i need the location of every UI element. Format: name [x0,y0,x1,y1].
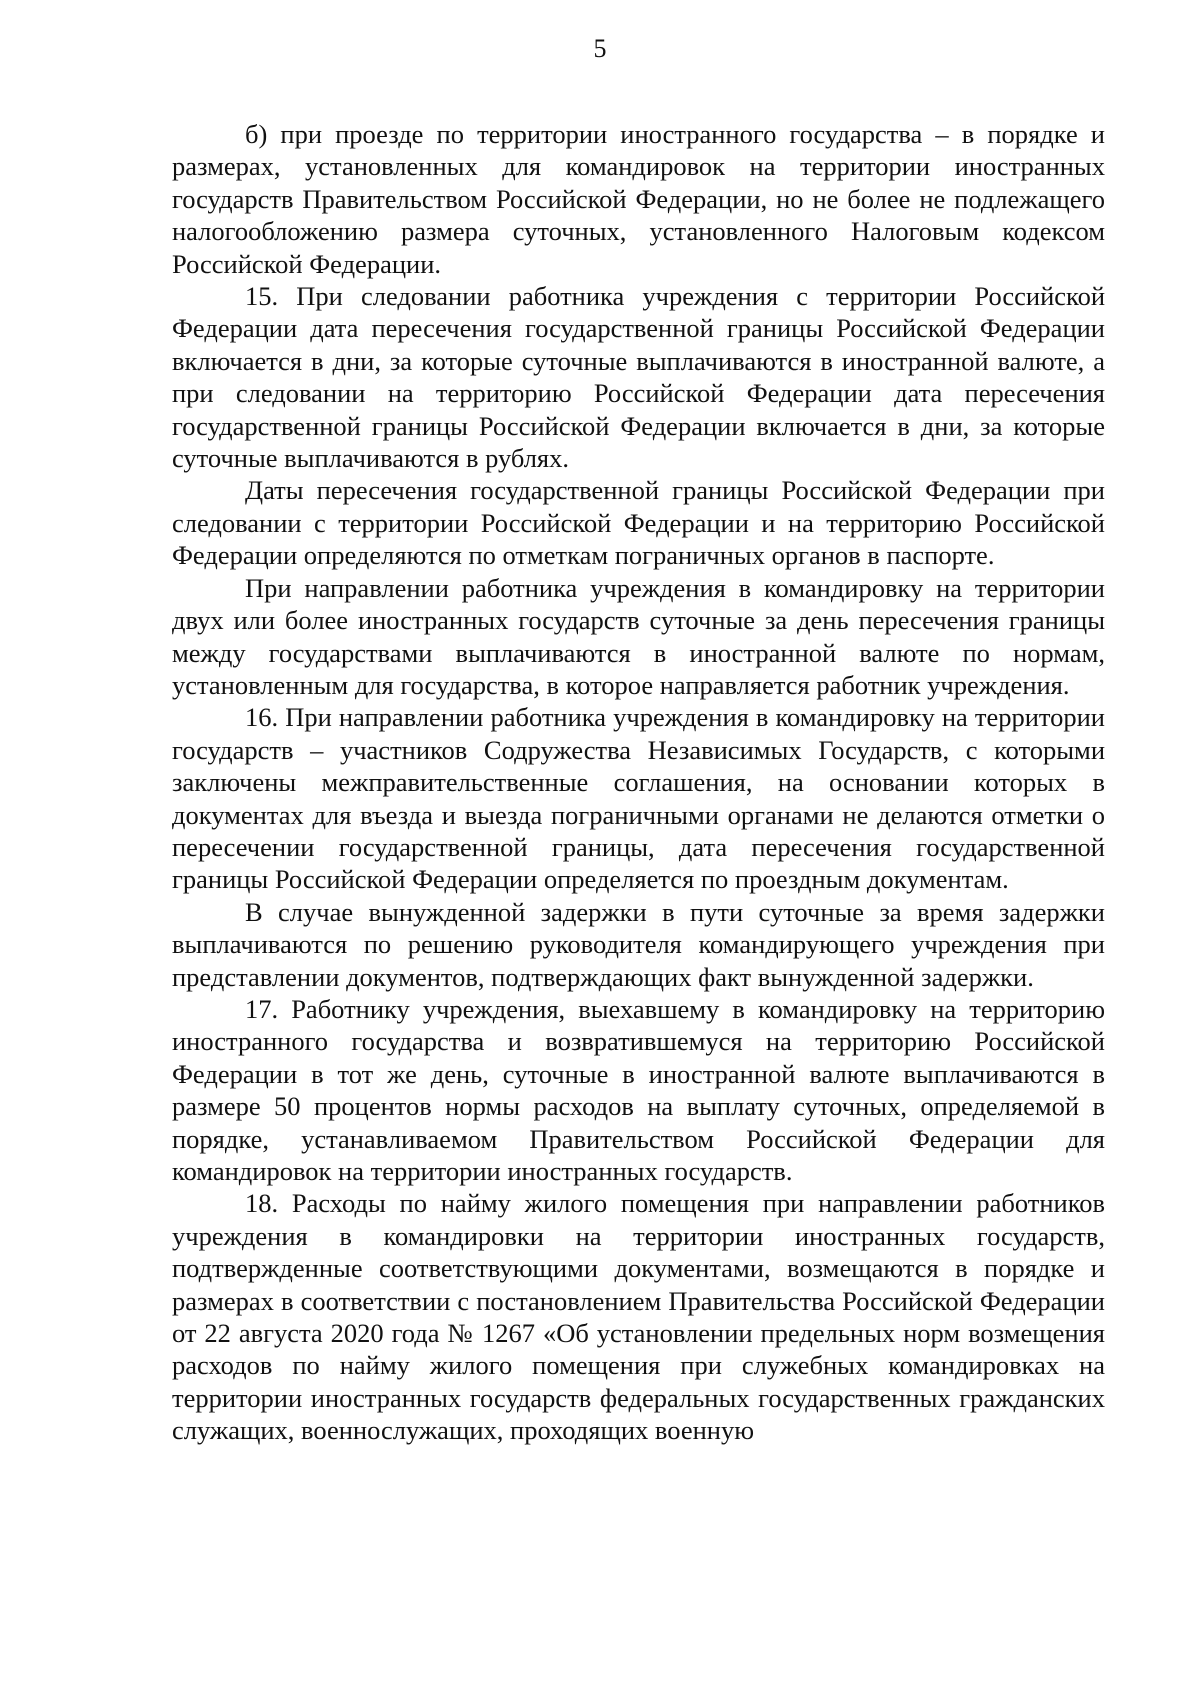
paragraph-17: 17. Работнику учреждения, выехавшему в командировку на территорию иностранного государства и возвратившемуся на территорию Российской Федерации в тот же день, суточные в иностранной валюте выплачиваются в размере 50 процентов нормы расходов на выплату суточных, определяемой в порядке, устанавливаемом Правительством Российской Федерации для командировок на территории иностранных государств. [172,993,1105,1186]
paragraph-border-dates: Даты пересечения государственной границы Российской Федерации при следовании с территории Российской Федерации и на территорию Российской Федерации определяются по отметкам пограничных органов в паспорте. [172,475,1105,571]
paragraph-15: 15. При следовании работника учреждения с территории Российской Федерации дата пересечения государственной границы Российской Федерации включается в дни, за которые суточные выплачиваются в иностранной валюте, а при следовании на территорию Российской Федерации дата пересечения государственной границы Российской Федерации включается в дни, за которые суточные выплачиваются в рублях. [172,281,1105,474]
paragraph-14b: б) при проезде по территории иностранного государства – в порядке и размерах, установленных для командировок на территории иностранных государств Правительством Российской Федерации, но не более не подлежащего налогообложению размера суточных, установленного Налоговым кодексом Российской Федерации. [172,119,1105,279]
paragraph-18: 18. Расходы по найму жилого помещения при направлении работников учреждения в командировки на территории иностранных государств, подтвержденные соответствующими документами, возмещаются в порядке и размерах в соответствии с постановлением Правительства Российской Федерации от 22 августа 2020 года № 1267 «Об установлении предельных норм возмещения расходов по найму жилого помещения при служебных командировках на территории иностранных государств федеральных государственных гражданских служащих, военнослужащих, проходящих военную [172,1188,1105,1446]
document-body [172,118,1105,1447]
paragraph-forced-delay: В случае вынужденной задержки в пути суточные за время задержки выплачиваются по решению руководителя командирующего учреждения при представлении документов, подтверждающих факт вынужденной задержки. [172,896,1105,992]
paragraph-multiple-states: При направлении работника учреждения в командировку на территории двух или более иностранных государств суточные за день пересечения границы между государствами выплачиваются в иностранной валюте по нормам, установленным для государства, в которое направляется работник учреждения. [172,572,1105,700]
paragraph-16: 16. При направлении работника учреждения в командировку на территории государств – участников Содружества Независимых Государств, с которыми заключены межправительственные соглашения, на основании которых в документах для въезда и выезда пограничными органами не делаются отметки о пересечении государственной границы, дата пересечения государственной границы Российской Федерации определяется по проездным документам. [172,702,1105,895]
page-number: 5 [593,34,607,63]
